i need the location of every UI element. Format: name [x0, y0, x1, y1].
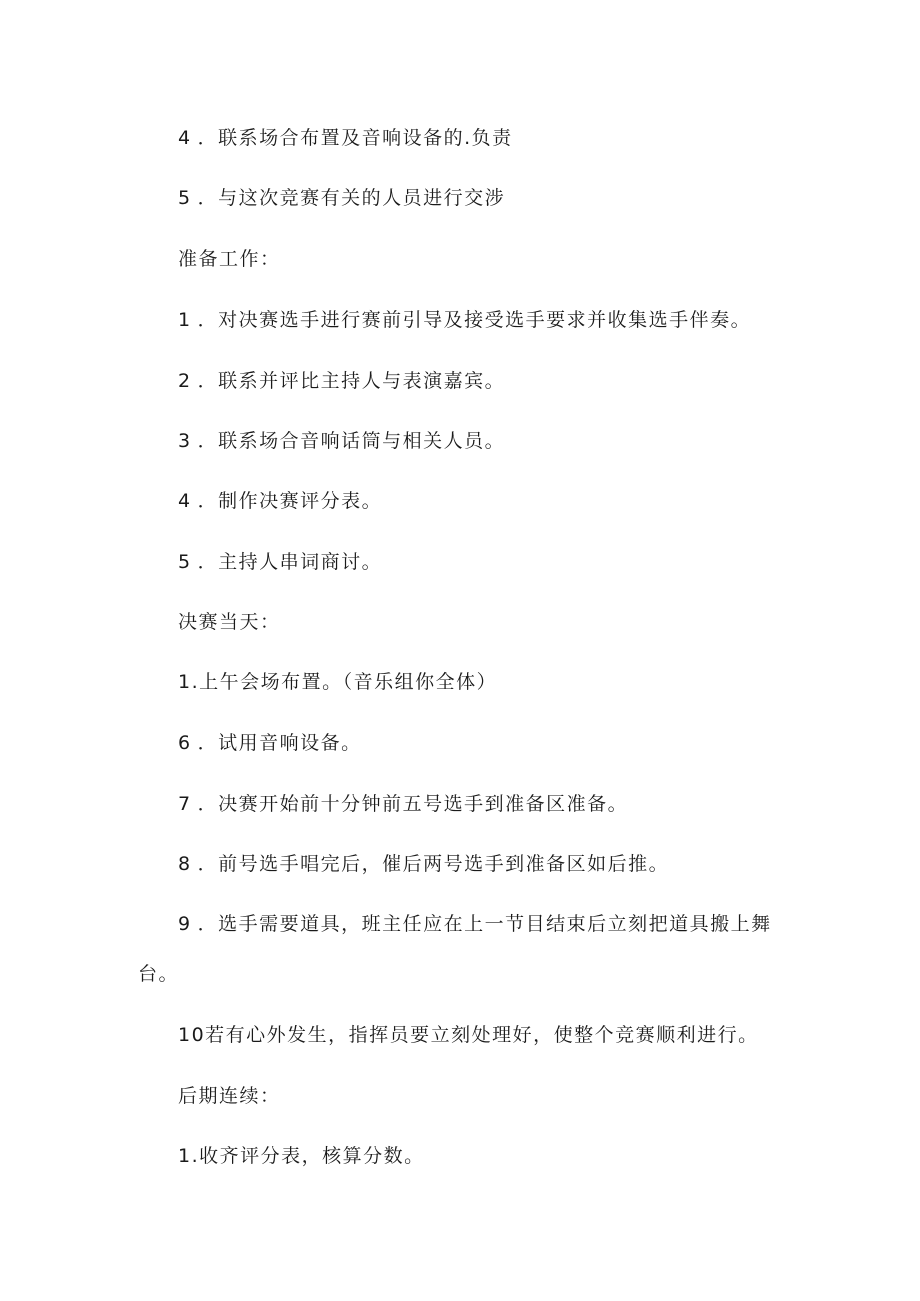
- item-text: 决赛当天：: [178, 611, 281, 633]
- item-number: 4: [178, 127, 192, 149]
- section-heading: [178, 1084, 281, 1108]
- item-text: 1.收齐评分表，核算分数。: [178, 1145, 425, 1167]
- text-line: [178, 670, 497, 694]
- section-heading: [178, 610, 281, 634]
- text-line: [178, 429, 505, 453]
- text-line: [178, 731, 362, 755]
- item-text: 准备工作：: [178, 248, 281, 270]
- item-number: 1: [178, 309, 192, 331]
- text-line: [178, 369, 505, 393]
- item-number: 9: [178, 913, 192, 935]
- text-line: [178, 308, 751, 332]
- item-text: ．联系场合音响话筒与相关人员。: [197, 430, 506, 452]
- item-text: ．试用音响设备。: [197, 732, 362, 754]
- item-number: 2: [178, 370, 192, 392]
- item-number: 6: [178, 732, 192, 754]
- item-number: 7: [178, 793, 192, 815]
- text-line: [178, 852, 669, 876]
- text-line: [178, 1144, 425, 1168]
- item-text: ．前号选手唱完后，催后两号选手到准备区如后推。: [197, 853, 670, 875]
- item-text: ．制作决赛评分表。: [197, 490, 383, 512]
- item-text: ．对决赛选手进行赛前引导及接受选手要求并收集选手伴奏。: [197, 309, 752, 331]
- item-number: 5: [178, 187, 192, 209]
- item-number: 8: [178, 853, 192, 875]
- text-line: [178, 1023, 759, 1047]
- item-text: 10若有心外发生，指挥员要立刻处理好，使整个竞赛顺利进行。: [178, 1024, 759, 1046]
- item-text: ．联系并评比主持人与表演嘉宾。: [197, 370, 506, 392]
- text-line: [178, 912, 772, 936]
- item-text: ．与这次竞赛有关的人员进行交涉: [197, 187, 506, 209]
- section-heading: [178, 247, 281, 271]
- text-line: [178, 792, 628, 816]
- item-text: ．联系场合布置及音响设备的.负责: [197, 127, 513, 149]
- item-text: ．决赛开始前十分钟前五号选手到准备区准备。: [197, 793, 629, 815]
- text-line: [178, 489, 382, 513]
- item-text: 后期连续：: [178, 1085, 281, 1107]
- item-number: 3: [178, 430, 192, 452]
- item-text: ．主持人串词商讨。: [197, 551, 383, 573]
- item-text: 1.上午会场布置。（音乐组你全体）: [178, 671, 498, 693]
- item-text: 台。: [138, 963, 180, 985]
- text-line: [178, 186, 505, 210]
- item-number: 4: [178, 490, 192, 512]
- item-text: ．选手需要道具，班主任应在上一节目结束后立刻把道具搬上舞: [197, 913, 772, 935]
- text-line: [178, 550, 382, 574]
- item-number: 5: [178, 551, 192, 573]
- text-line-continuation: [138, 962, 179, 986]
- text-line: [178, 126, 513, 150]
